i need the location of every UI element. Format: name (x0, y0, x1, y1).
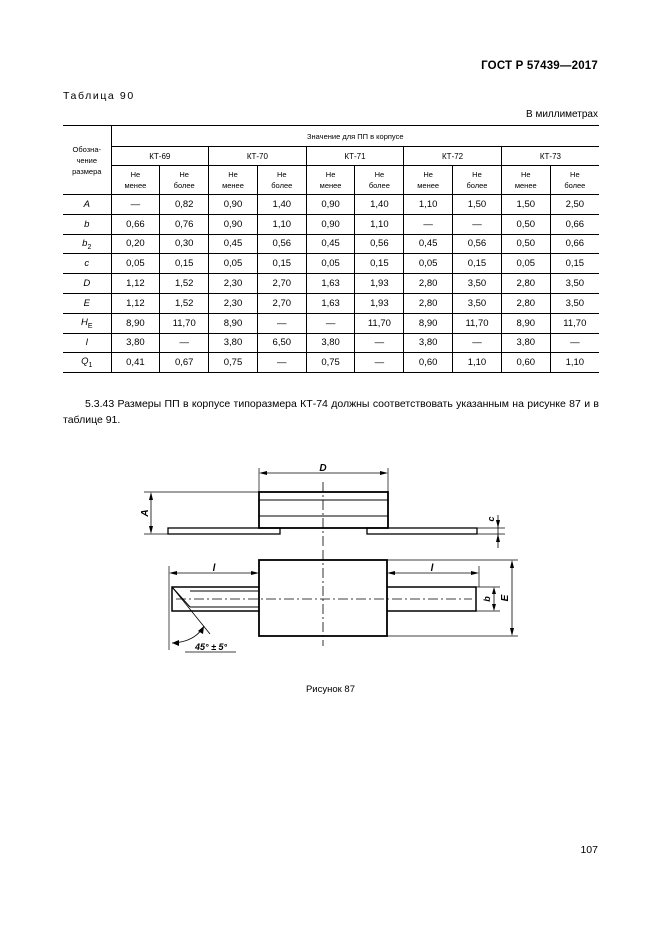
table-cell: 2,70 (257, 274, 306, 294)
table-cell: — (453, 333, 502, 353)
max-header-line: Не (179, 170, 189, 179)
min-header-line: Не (423, 170, 433, 179)
table-cell: 2,80 (404, 293, 453, 313)
symbol-letter: D (83, 278, 91, 290)
designation-header-line: Обозна- (72, 144, 101, 154)
table-cell: 3,50 (453, 274, 502, 294)
table-cell: 3,50 (550, 293, 599, 313)
table-cell: 1,10 (257, 214, 306, 234)
table-cell: 0,15 (355, 254, 404, 274)
table-cell: 3,80 (501, 333, 550, 353)
table-cell: 0,05 (111, 254, 160, 274)
table-cell: — (111, 195, 160, 215)
arrowhead (496, 534, 500, 542)
arrowhead (149, 492, 153, 500)
table-cell: 0,75 (306, 353, 355, 373)
table-cell: — (160, 333, 209, 353)
table-cell: 0,90 (209, 195, 258, 215)
table-cell: 0,56 (453, 234, 502, 254)
table-cell: 8,90 (404, 313, 453, 333)
table-cell: 1,63 (306, 293, 355, 313)
label-d: D (319, 463, 327, 474)
arrowhead (496, 520, 500, 528)
symbol-letter: A (83, 198, 90, 210)
table-caption: Таблица 90 (63, 90, 135, 102)
table-cell: 1,12 (111, 274, 160, 294)
table-cell: 3,50 (453, 293, 502, 313)
table-cell: 0,50 (501, 214, 550, 234)
table-cell: 0,67 (160, 353, 209, 373)
table-cell: 0,15 (257, 254, 306, 274)
min-header-line: Не (520, 170, 531, 179)
min-header-line: Не (130, 170, 141, 179)
table-cell: 1,10 (404, 195, 453, 215)
table-cell: — (355, 353, 404, 373)
max-header-line: Не (472, 170, 482, 179)
table-cell: 0,30 (160, 234, 209, 254)
table-cell: 11,70 (355, 313, 404, 333)
min-header-line: менее (124, 181, 147, 190)
table-cell: 0,60 (501, 353, 550, 373)
max-header-line: Не (276, 170, 287, 179)
table-cell: 0,75 (209, 353, 258, 373)
table-cell: 1,10 (453, 353, 502, 373)
label-a: A (140, 509, 151, 517)
min-header-line: менее (417, 181, 440, 190)
table-cell: 3,50 (550, 274, 599, 294)
table-cell: 0,82 (160, 195, 209, 215)
max-header-line: Не (374, 170, 385, 179)
table-cell: 3,80 (111, 333, 160, 353)
symbol-letter: E (83, 297, 90, 309)
table-cell: 0,45 (306, 234, 355, 254)
lead-left-top (168, 528, 280, 534)
arrowhead (492, 587, 496, 594)
table-cell: — (306, 313, 355, 333)
table-cell: 0,15 (160, 254, 209, 274)
max-header-line: Не (570, 170, 580, 179)
table-cell: 0,76 (160, 214, 209, 234)
label-b: b (482, 596, 492, 602)
label-angle: 45° ± 5° (195, 642, 228, 652)
symbol-subscript: E (87, 322, 93, 330)
case-header: КТ-73 (501, 147, 599, 166)
table-cell: 0,15 (453, 254, 502, 274)
table-cell: 0,56 (257, 234, 306, 254)
table-cell: 1,10 (550, 353, 599, 373)
min-header-line: Не (228, 170, 238, 179)
case-header: КТ-69 (111, 147, 209, 166)
table-cell: 11,70 (453, 313, 502, 333)
table-cell: 3,80 (404, 333, 453, 353)
table-cell: 0,05 (209, 254, 258, 274)
table-cell: 0,90 (209, 214, 258, 234)
table-cell: 8,90 (209, 313, 258, 333)
case-header: КТ-70 (209, 147, 307, 166)
designation-header-line: чение (76, 155, 98, 165)
table-cell: 1,10 (355, 214, 404, 234)
page-number: 107 (580, 844, 598, 856)
arrowhead (510, 628, 514, 636)
symbol-letter: H (80, 316, 88, 328)
arrowhead (149, 526, 153, 534)
table-cell: 0,05 (404, 254, 453, 274)
table-cell: 11,70 (160, 313, 209, 333)
table-cell: 6,50 (257, 333, 306, 353)
arrowhead (492, 604, 496, 611)
angle-arc (172, 626, 204, 643)
table-cell: 0,66 (550, 214, 599, 234)
table-cell: 0,66 (550, 234, 599, 254)
arrowhead (259, 471, 267, 475)
symbol-letter: c (84, 258, 90, 270)
table-cell: — (404, 214, 453, 234)
table-cell: 1,50 (501, 195, 550, 215)
table-cell: 1,40 (257, 195, 306, 215)
max-header-line: более (173, 181, 195, 190)
table-cell: 0,05 (306, 254, 355, 274)
max-header-line: более (564, 181, 586, 190)
table-cell: 1,52 (160, 293, 209, 313)
label-c: c (486, 516, 496, 522)
arrowhead (510, 560, 514, 568)
table-cell: 0,41 (111, 353, 160, 373)
label-l-right: l (430, 563, 434, 574)
table-cell: 1,40 (355, 195, 404, 215)
case-header: КТ-72 (404, 147, 502, 166)
group-header: Значение для ПП в корпусе (111, 126, 599, 147)
table-cell: — (550, 333, 599, 353)
label-e: E (500, 594, 511, 602)
table-cell: 1,93 (355, 274, 404, 294)
table-cell: — (355, 333, 404, 353)
table-cell: 2,80 (501, 274, 550, 294)
table-cell: 8,90 (111, 313, 160, 333)
table-cell: 0,45 (404, 234, 453, 254)
table-cell: 2,30 (209, 274, 258, 294)
table-cell: 0,90 (306, 214, 355, 234)
symbol-letter: b (84, 218, 90, 230)
table-cell: 0,15 (550, 254, 599, 274)
max-header-line: более (271, 181, 293, 190)
table-cell: 1,52 (160, 274, 209, 294)
table-cell: 0,20 (111, 234, 160, 254)
arrowhead (169, 571, 177, 575)
table-cell: 2,80 (501, 293, 550, 313)
table-cell: 11,70 (550, 313, 599, 333)
symbol-subscript: 1 (88, 362, 93, 370)
table-cell: 1,63 (306, 274, 355, 294)
figure-caption: Рисунок 87 (305, 684, 356, 695)
table-cell: — (453, 214, 502, 234)
table-cell: 8,90 (501, 313, 550, 333)
arrowhead (387, 571, 395, 575)
table-cell: 1,12 (111, 293, 160, 313)
table-cell: 0,60 (404, 353, 453, 373)
symbol-letter: l (85, 337, 88, 349)
table-cell: 3,80 (209, 333, 258, 353)
min-header-line: менее (222, 181, 244, 190)
table-cell: 1,93 (355, 293, 404, 313)
symbol-letter: b (82, 237, 88, 249)
table-cell: 0,50 (501, 234, 550, 254)
arrowhead (172, 640, 179, 646)
symbol-letter: Q (81, 356, 89, 368)
designation-header-line: размера (72, 166, 102, 176)
table-cell: 2,30 (209, 293, 258, 313)
package-body-top (259, 492, 388, 528)
min-header-line: менее (514, 181, 537, 190)
body-paragraph: 5.3.43 Размеры ПП в корпусе типоразмера КТ-74 должны соответствовать указанным на рисунке 87 и в таблице 91. (63, 398, 599, 426)
symbol-subscript: 2 (87, 243, 92, 251)
max-header-line: более (368, 181, 390, 190)
table-cell: — (257, 353, 306, 373)
table-cell: 0,66 (111, 214, 160, 234)
table-cell: 0,45 (209, 234, 258, 254)
table-cell: — (257, 313, 306, 333)
table-cell: 2,70 (257, 293, 306, 313)
table-cell: 3,80 (306, 333, 355, 353)
table-cell: 2,80 (404, 274, 453, 294)
standard-designation: ГОСТ Р 57439—2017 (481, 60, 598, 72)
arrowhead (251, 571, 259, 575)
min-header-line: менее (319, 181, 342, 190)
label-l-left: l (212, 563, 216, 574)
min-header-line: Не (325, 170, 336, 179)
table-units: В миллиметрах (526, 109, 598, 120)
table-cell: 1,50 (453, 195, 502, 215)
max-header-line: более (466, 181, 488, 190)
arrowhead (471, 571, 479, 575)
table-cell: 0,90 (306, 195, 355, 215)
arrowhead (380, 471, 388, 475)
case-header: КТ-71 (306, 147, 404, 166)
table-cell: 0,56 (355, 234, 404, 254)
lead-right-top (367, 528, 477, 534)
table-cell: 2,50 (550, 195, 599, 215)
table-cell: 0,05 (501, 254, 550, 274)
